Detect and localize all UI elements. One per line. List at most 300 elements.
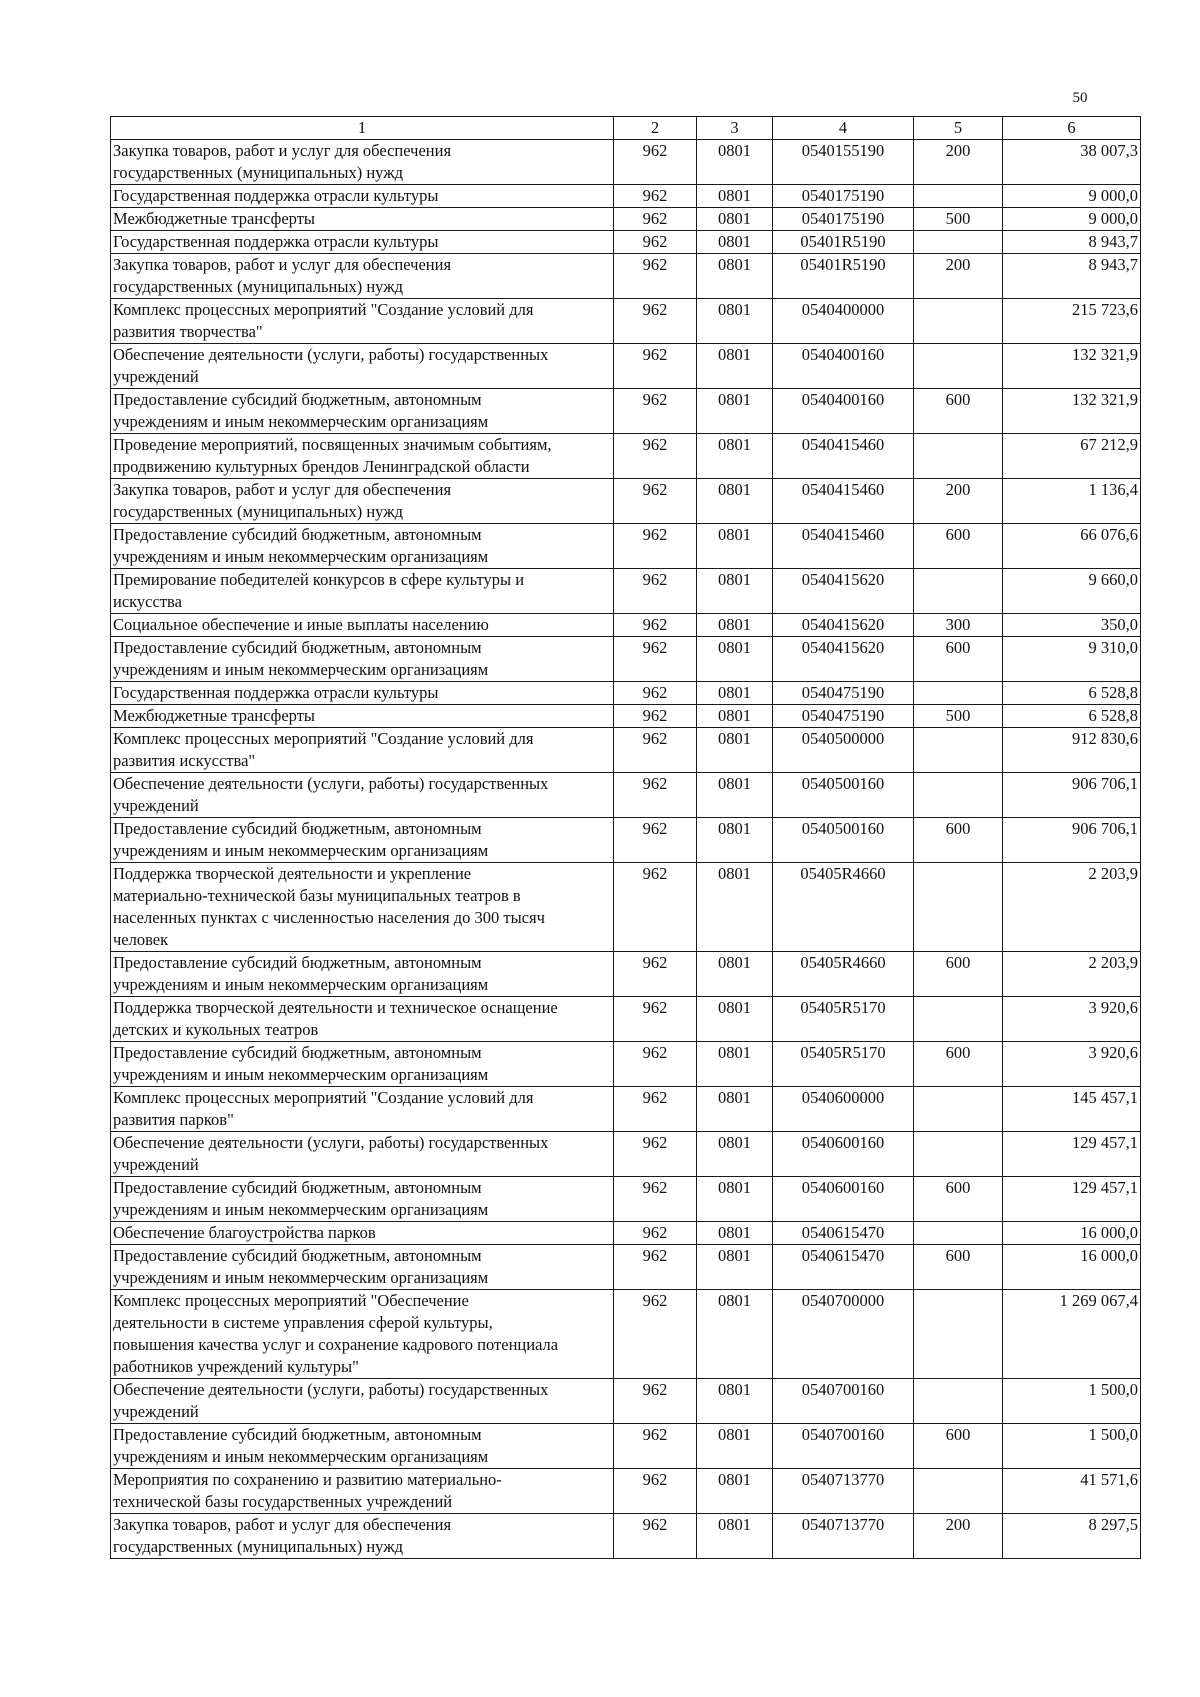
row-expense-type-cell <box>914 1469 1003 1514</box>
row-name-line: искусства <box>113 592 182 611</box>
row-name-line: Обеспечение благоустройства парков <box>113 1223 376 1242</box>
row-amount-cell: 16 000,0 <box>1003 1245 1141 1290</box>
row-amount-cell: 16 000,0 <box>1003 1222 1141 1245</box>
table-row <box>111 208 1141 231</box>
row-name-cell <box>111 1469 614 1514</box>
row-section-cell: 0801 <box>697 952 773 997</box>
row-grbs-cell: 962 <box>614 344 697 389</box>
row-amount-cell: 9 660,0 <box>1003 569 1141 614</box>
row-expense-type-cell <box>914 1222 1003 1245</box>
row-name-cell <box>111 682 614 705</box>
table-row <box>111 637 1141 682</box>
row-name-line: государственных (муниципальных) нужд <box>113 502 403 521</box>
table-row <box>111 299 1141 344</box>
row-grbs-cell: 962 <box>614 231 697 254</box>
budget-table <box>110 116 1141 1559</box>
row-name-line: Предоставление субсидий бюджетным, автономным <box>113 953 482 972</box>
row-expense-type-cell <box>914 1379 1003 1424</box>
table-row <box>111 1469 1141 1514</box>
row-grbs-cell: 962 <box>614 1469 697 1514</box>
row-target-article-cell: 0540700160 <box>773 1424 914 1469</box>
row-section-cell: 0801 <box>697 344 773 389</box>
row-grbs-cell: 962 <box>614 434 697 479</box>
row-amount-cell: 906 706,1 <box>1003 773 1141 818</box>
header-col-5: 5 <box>914 117 1003 140</box>
table-row <box>111 863 1141 952</box>
row-grbs-cell: 962 <box>614 1290 697 1379</box>
row-target-article-cell: 0540415460 <box>773 479 914 524</box>
row-section-cell: 0801 <box>697 1177 773 1222</box>
row-target-article-cell: 0540500160 <box>773 818 914 863</box>
row-target-article-cell: 0540700160 <box>773 1379 914 1424</box>
row-target-article-cell: 0540400160 <box>773 344 914 389</box>
row-amount-cell: 1 500,0 <box>1003 1379 1141 1424</box>
table-row <box>111 389 1141 434</box>
table-body <box>111 140 1141 1559</box>
row-amount-cell: 3 920,6 <box>1003 997 1141 1042</box>
table-row <box>111 705 1141 728</box>
header-col-2: 2 <box>614 117 697 140</box>
row-target-article-cell: 0540175190 <box>773 208 914 231</box>
table-row <box>111 1290 1141 1379</box>
row-grbs-cell: 962 <box>614 1087 697 1132</box>
header-row <box>111 117 1141 140</box>
row-name-line: Комплекс процессных мероприятий "Создание условий для <box>113 300 534 319</box>
row-target-article-cell: 0540713770 <box>773 1514 914 1559</box>
header-col-4: 4 <box>773 117 914 140</box>
table-row <box>111 434 1141 479</box>
row-name-line: Закупка товаров, работ и услуг для обеспечения <box>113 255 452 274</box>
row-grbs-cell: 962 <box>614 1379 697 1424</box>
row-name-line: государственных (муниципальных) нужд <box>113 277 403 296</box>
row-section-cell: 0801 <box>697 1222 773 1245</box>
row-name-line: Социальное обеспечение и иные выплаты населению <box>113 615 489 634</box>
row-amount-cell: 145 457,1 <box>1003 1087 1141 1132</box>
table-row <box>111 728 1141 773</box>
row-expense-type-cell: 600 <box>914 1424 1003 1469</box>
row-section-cell: 0801 <box>697 614 773 637</box>
row-amount-cell: 8 297,5 <box>1003 1514 1141 1559</box>
row-name-cell <box>111 254 614 299</box>
header-col-1: 1 <box>111 117 614 140</box>
table-row <box>111 614 1141 637</box>
row-grbs-cell: 962 <box>614 1424 697 1469</box>
row-grbs-cell: 962 <box>614 1042 697 1087</box>
row-amount-cell: 41 571,6 <box>1003 1469 1141 1514</box>
row-name-line: учреждениям и иным некоммерческим организациям <box>113 1065 489 1084</box>
row-grbs-cell: 962 <box>614 952 697 997</box>
table-row <box>111 231 1141 254</box>
row-name-line: Предоставление субсидий бюджетным, автономным <box>113 525 482 544</box>
row-amount-cell: 9 000,0 <box>1003 185 1141 208</box>
table-row <box>111 254 1141 299</box>
row-name-line: детских и кукольных театров <box>113 1020 319 1039</box>
row-target-article-cell: 05405R4660 <box>773 863 914 952</box>
row-expense-type-cell: 600 <box>914 637 1003 682</box>
table-row <box>111 524 1141 569</box>
table-row <box>111 479 1141 524</box>
row-section-cell: 0801 <box>697 997 773 1042</box>
row-name-line: учреждениям и иным некоммерческим организациям <box>113 841 489 860</box>
header-col-6: 6 <box>1003 117 1141 140</box>
row-section-cell: 0801 <box>697 389 773 434</box>
row-expense-type-cell <box>914 773 1003 818</box>
row-name-line: Поддержка творческой деятельности и техническое оснащение <box>113 998 558 1017</box>
row-target-article-cell: 0540500000 <box>773 728 914 773</box>
row-name-line: учреждениям и иным некоммерческим организациям <box>113 547 489 566</box>
row-expense-type-cell <box>914 863 1003 952</box>
row-amount-cell: 912 830,6 <box>1003 728 1141 773</box>
table-row <box>111 773 1141 818</box>
row-name-line: учреждений <box>113 367 199 386</box>
row-amount-cell: 8 943,7 <box>1003 254 1141 299</box>
row-name-cell <box>111 434 614 479</box>
row-name-line: продвижению культурных брендов Ленинградской области <box>113 457 530 476</box>
row-amount-cell: 6 528,8 <box>1003 682 1141 705</box>
row-name-line: Премирование победителей конкурсов в сфере культуры и <box>113 570 525 589</box>
row-section-cell: 0801 <box>697 1424 773 1469</box>
row-amount-cell: 2 203,9 <box>1003 863 1141 952</box>
row-section-cell: 0801 <box>697 1042 773 1087</box>
row-name-line: учреждениям и иным некоммерческим организациям <box>113 660 489 679</box>
row-name-line: материально-технической базы муниципальных театров в <box>113 886 521 905</box>
row-target-article-cell: 0540415620 <box>773 569 914 614</box>
row-name-cell <box>111 1245 614 1290</box>
row-expense-type-cell <box>914 434 1003 479</box>
row-expense-type-cell: 200 <box>914 254 1003 299</box>
row-name-line: Предоставление субсидий бюджетным, автономным <box>113 638 482 657</box>
row-section-cell: 0801 <box>697 773 773 818</box>
row-name-line: Закупка товаров, работ и услуг для обеспечения <box>113 141 452 160</box>
row-name-line: населенных пунктах с численностью населения до 300 тысяч <box>113 908 545 927</box>
row-name-cell <box>111 614 614 637</box>
row-name-line: учреждений <box>113 1155 199 1174</box>
row-name-cell <box>111 637 614 682</box>
row-expense-type-cell: 500 <box>914 208 1003 231</box>
row-section-cell: 0801 <box>697 524 773 569</box>
row-grbs-cell: 962 <box>614 1177 697 1222</box>
row-expense-type-cell: 600 <box>914 1245 1003 1290</box>
row-target-article-cell: 05405R5170 <box>773 1042 914 1087</box>
row-section-cell: 0801 <box>697 1132 773 1177</box>
row-name-line: технической базы государственных учреждений <box>113 1492 453 1511</box>
row-expense-type-cell: 200 <box>914 140 1003 185</box>
row-name-line: Мероприятия по сохранению и развитию материально- <box>113 1470 502 1489</box>
row-amount-cell: 67 212,9 <box>1003 434 1141 479</box>
row-name-cell <box>111 208 614 231</box>
row-name-line: Предоставление субсидий бюджетным, автономным <box>113 1178 482 1197</box>
row-amount-cell: 350,0 <box>1003 614 1141 637</box>
row-name-cell <box>111 524 614 569</box>
row-name-cell <box>111 952 614 997</box>
row-name-cell <box>111 185 614 208</box>
row-name-line: Предоставление субсидий бюджетным, автономным <box>113 1043 482 1062</box>
row-section-cell: 0801 <box>697 637 773 682</box>
header-col-3: 3 <box>697 117 773 140</box>
row-expense-type-cell: 500 <box>914 705 1003 728</box>
row-name-cell <box>111 1132 614 1177</box>
row-name-cell <box>111 344 614 389</box>
table-row <box>111 1379 1141 1424</box>
row-section-cell: 0801 <box>697 299 773 344</box>
row-name-line: Предоставление субсидий бюджетным, автономным <box>113 819 482 838</box>
row-grbs-cell: 962 <box>614 818 697 863</box>
table-row <box>111 1514 1141 1559</box>
row-name-line: Обеспечение деятельности (услуги, работы) государственных <box>113 345 549 364</box>
row-section-cell: 0801 <box>697 185 773 208</box>
row-grbs-cell: 962 <box>614 637 697 682</box>
row-target-article-cell: 0540600160 <box>773 1132 914 1177</box>
table-row <box>111 1245 1141 1290</box>
row-name-line: человек <box>113 930 169 949</box>
row-target-article-cell: 0540400000 <box>773 299 914 344</box>
row-name-line: Предоставление субсидий бюджетным, автономным <box>113 390 482 409</box>
row-section-cell: 0801 <box>697 1087 773 1132</box>
row-amount-cell: 3 920,6 <box>1003 1042 1141 1087</box>
row-name-line: Обеспечение деятельности (услуги, работы) государственных <box>113 774 549 793</box>
row-target-article-cell: 0540600000 <box>773 1087 914 1132</box>
row-section-cell: 0801 <box>697 208 773 231</box>
row-target-article-cell: 0540175190 <box>773 185 914 208</box>
row-target-article-cell: 0540155190 <box>773 140 914 185</box>
row-expense-type-cell <box>914 185 1003 208</box>
table-row <box>111 569 1141 614</box>
row-amount-cell: 9 310,0 <box>1003 637 1141 682</box>
row-grbs-cell: 962 <box>614 389 697 434</box>
row-amount-cell: 132 321,9 <box>1003 344 1141 389</box>
row-name-line: Государственная поддержка отрасли культуры <box>113 683 439 702</box>
row-grbs-cell: 962 <box>614 863 697 952</box>
row-name-line: Закупка товаров, работ и услуг для обеспечения <box>113 480 452 499</box>
row-expense-type-cell <box>914 1290 1003 1379</box>
row-expense-type-cell <box>914 344 1003 389</box>
row-grbs-cell: 962 <box>614 614 697 637</box>
row-name-cell <box>111 231 614 254</box>
row-name-cell <box>111 389 614 434</box>
row-name-line: государственных (муниципальных) нужд <box>113 163 403 182</box>
row-name-line: учреждениям и иным некоммерческим организациям <box>113 1200 489 1219</box>
row-section-cell: 0801 <box>697 1290 773 1379</box>
row-name-line: развития парков" <box>113 1110 234 1129</box>
row-amount-cell: 132 321,9 <box>1003 389 1141 434</box>
row-expense-type-cell: 600 <box>914 952 1003 997</box>
row-expense-type-cell <box>914 299 1003 344</box>
row-name-line: работников учреждений культуры" <box>113 1357 359 1376</box>
row-name-line: учреждениям и иным некоммерческим организациям <box>113 1447 489 1466</box>
row-section-cell: 0801 <box>697 682 773 705</box>
row-target-article-cell: 0540600160 <box>773 1177 914 1222</box>
row-section-cell: 0801 <box>697 254 773 299</box>
row-amount-cell: 9 000,0 <box>1003 208 1141 231</box>
row-expense-type-cell <box>914 569 1003 614</box>
row-amount-cell: 129 457,1 <box>1003 1132 1141 1177</box>
row-amount-cell: 38 007,3 <box>1003 140 1141 185</box>
table-header <box>111 117 1141 140</box>
row-grbs-cell: 962 <box>614 997 697 1042</box>
row-amount-cell: 1 269 067,4 <box>1003 1290 1141 1379</box>
row-name-line: деятельности в системе управления сферой культуры, <box>113 1313 493 1332</box>
row-name-line: Межбюджетные трансферты <box>113 209 316 228</box>
row-amount-cell: 215 723,6 <box>1003 299 1141 344</box>
row-name-cell <box>111 1514 614 1559</box>
row-target-article-cell: 0540713770 <box>773 1469 914 1514</box>
row-grbs-cell: 962 <box>614 524 697 569</box>
row-target-article-cell: 0540475190 <box>773 705 914 728</box>
row-name-line: Обеспечение деятельности (услуги, работы) государственных <box>113 1133 549 1152</box>
row-section-cell: 0801 <box>697 863 773 952</box>
table-row <box>111 1042 1141 1087</box>
row-expense-type-cell <box>914 1132 1003 1177</box>
row-amount-cell: 129 457,1 <box>1003 1177 1141 1222</box>
row-expense-type-cell: 600 <box>914 389 1003 434</box>
row-name-cell <box>111 299 614 344</box>
row-name-cell <box>111 1177 614 1222</box>
row-grbs-cell: 962 <box>614 479 697 524</box>
row-section-cell: 0801 <box>697 818 773 863</box>
row-target-article-cell: 0540615470 <box>773 1245 914 1290</box>
row-grbs-cell: 962 <box>614 728 697 773</box>
row-amount-cell: 66 076,6 <box>1003 524 1141 569</box>
table-row <box>111 997 1141 1042</box>
row-section-cell: 0801 <box>697 1469 773 1514</box>
row-name-line: учреждений <box>113 1402 199 1421</box>
row-target-article-cell: 0540700000 <box>773 1290 914 1379</box>
table-row <box>111 1132 1141 1177</box>
row-amount-cell: 906 706,1 <box>1003 818 1141 863</box>
page-number: 50 <box>1072 90 1088 106</box>
table-row <box>111 1424 1141 1469</box>
row-name-cell <box>111 705 614 728</box>
row-expense-type-cell <box>914 997 1003 1042</box>
row-expense-type-cell <box>914 682 1003 705</box>
row-name-line: Предоставление субсидий бюджетным, автономным <box>113 1246 482 1265</box>
row-expense-type-cell: 200 <box>914 479 1003 524</box>
row-target-article-cell: 0540415620 <box>773 637 914 682</box>
row-section-cell: 0801 <box>697 1245 773 1290</box>
row-name-line: Межбюджетные трансферты <box>113 706 316 725</box>
row-target-article-cell: 0540475190 <box>773 682 914 705</box>
table-row <box>111 1087 1141 1132</box>
row-name-line: Комплекс процессных мероприятий "Создание условий для <box>113 1088 534 1107</box>
row-grbs-cell: 962 <box>614 140 697 185</box>
row-target-article-cell: 0540415460 <box>773 434 914 479</box>
row-section-cell: 0801 <box>697 705 773 728</box>
row-target-article-cell: 05401R5190 <box>773 231 914 254</box>
row-name-cell <box>111 997 614 1042</box>
row-name-line: учреждениям и иным некоммерческим организациям <box>113 412 489 431</box>
row-name-cell <box>111 479 614 524</box>
row-name-line: учреждениям и иным некоммерческим организациям <box>113 975 489 994</box>
row-name-cell <box>111 818 614 863</box>
row-grbs-cell: 962 <box>614 705 697 728</box>
table-row <box>111 140 1141 185</box>
row-expense-type-cell: 200 <box>914 1514 1003 1559</box>
row-amount-cell: 6 528,8 <box>1003 705 1141 728</box>
row-expense-type-cell <box>914 728 1003 773</box>
table-row <box>111 682 1141 705</box>
row-name-line: Комплекс процессных мероприятий "Обеспечение <box>113 1291 469 1310</box>
table-row <box>111 952 1141 997</box>
row-target-article-cell: 0540400160 <box>773 389 914 434</box>
row-name-line: Государственная поддержка отрасли культуры <box>113 232 439 251</box>
row-amount-cell: 1 500,0 <box>1003 1424 1141 1469</box>
row-expense-type-cell <box>914 231 1003 254</box>
row-section-cell: 0801 <box>697 231 773 254</box>
row-amount-cell: 2 203,9 <box>1003 952 1141 997</box>
row-name-cell <box>111 773 614 818</box>
row-target-article-cell: 0540500160 <box>773 773 914 818</box>
table-row <box>111 344 1141 389</box>
row-section-cell: 0801 <box>697 140 773 185</box>
row-grbs-cell: 962 <box>614 1514 697 1559</box>
table-row <box>111 818 1141 863</box>
row-section-cell: 0801 <box>697 1379 773 1424</box>
row-section-cell: 0801 <box>697 728 773 773</box>
row-name-line: Обеспечение деятельности (услуги, работы) государственных <box>113 1380 549 1399</box>
row-grbs-cell: 962 <box>614 1245 697 1290</box>
row-target-article-cell: 0540415460 <box>773 524 914 569</box>
row-name-line: государственных (муниципальных) нужд <box>113 1537 403 1556</box>
row-name-line: повышения качества услуг и сохранение кадрового потенциала <box>113 1335 559 1354</box>
row-expense-type-cell <box>914 1087 1003 1132</box>
row-section-cell: 0801 <box>697 1514 773 1559</box>
row-name-line: Проведение мероприятий, посвященных значимым событиям, <box>113 435 552 454</box>
row-grbs-cell: 962 <box>614 1132 697 1177</box>
row-name-line: развития искусства" <box>113 751 256 770</box>
row-grbs-cell: 962 <box>614 773 697 818</box>
row-expense-type-cell: 600 <box>914 1042 1003 1087</box>
row-name-line: Комплекс процессных мероприятий "Создание условий для <box>113 729 534 748</box>
row-target-article-cell: 05401R5190 <box>773 254 914 299</box>
row-name-line: учреждений <box>113 796 199 815</box>
row-grbs-cell: 962 <box>614 185 697 208</box>
row-section-cell: 0801 <box>697 434 773 479</box>
row-name-line: Государственная поддержка отрасли культуры <box>113 186 439 205</box>
row-name-line: учреждениям и иным некоммерческим организациям <box>113 1268 489 1287</box>
row-name-line: Поддержка творческой деятельности и укрепление <box>113 864 472 883</box>
row-grbs-cell: 962 <box>614 682 697 705</box>
row-section-cell: 0801 <box>697 479 773 524</box>
row-amount-cell: 1 136,4 <box>1003 479 1141 524</box>
row-name-line: Предоставление субсидий бюджетным, автономным <box>113 1425 482 1444</box>
row-name-cell <box>111 1424 614 1469</box>
row-grbs-cell: 962 <box>614 569 697 614</box>
row-name-cell <box>111 1087 614 1132</box>
row-name-cell <box>111 1222 614 1245</box>
row-expense-type-cell: 600 <box>914 818 1003 863</box>
row-name-cell <box>111 863 614 952</box>
row-name-cell <box>111 569 614 614</box>
row-target-article-cell: 05405R4660 <box>773 952 914 997</box>
row-expense-type-cell: 300 <box>914 614 1003 637</box>
table-row <box>111 1177 1141 1222</box>
row-amount-cell: 8 943,7 <box>1003 231 1141 254</box>
row-grbs-cell: 962 <box>614 1222 697 1245</box>
row-target-article-cell: 05405R5170 <box>773 997 914 1042</box>
table-row <box>111 185 1141 208</box>
row-name-cell <box>111 1042 614 1087</box>
row-name-line: развития творчества" <box>113 322 263 341</box>
row-name-cell <box>111 1290 614 1379</box>
table-row <box>111 1222 1141 1245</box>
row-expense-type-cell: 600 <box>914 524 1003 569</box>
row-name-cell <box>111 728 614 773</box>
row-expense-type-cell: 600 <box>914 1177 1003 1222</box>
row-grbs-cell: 962 <box>614 254 697 299</box>
row-target-article-cell: 0540615470 <box>773 1222 914 1245</box>
row-name-cell <box>111 140 614 185</box>
row-name-line: Закупка товаров, работ и услуг для обеспечения <box>113 1515 452 1534</box>
